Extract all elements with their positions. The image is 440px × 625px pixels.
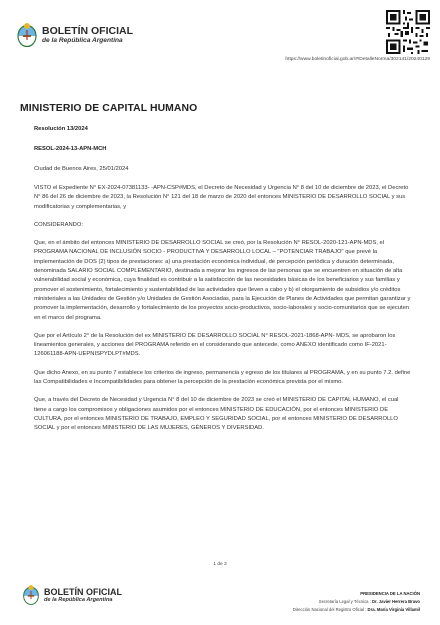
page-number: 1 de 3	[213, 562, 227, 567]
resolution-code: RESOL-2024-13-APN-MCH	[34, 146, 107, 152]
document-url[interactable]: https://www.boletinoficial.gob.ar/#!DetalleNorma/302141/20240129	[285, 57, 430, 62]
credit-line-1: Secretaría Legal y Técnica : Dr. Javier Herrera Bravo	[318, 599, 420, 604]
credit-label: Secretaría Legal y Técnica	[318, 599, 369, 604]
logo-title: BOLETÍN OFICIAL	[42, 24, 133, 37]
paragraph-considerando-heading: CONSIDERANDO:	[34, 221, 83, 228]
paragraph: Que por el Artículo 2° de la Resolución del ex MINISTERIO DE DESARROLLO SOCIAL N° RESOL-2021-1868-APN- MDS, se aprobaron los lineamientos generales, y acciones del PROGRAMA referido en el considerando que antecede, como ANEXO identificado como IF-2021-126061188-APN-UEPNISPYDLPT#MDS.	[34, 332, 396, 358]
footer-credits	[293, 590, 420, 614]
boletin-oficial-logo[interactable]	[16, 22, 133, 48]
footer-logo	[22, 584, 122, 606]
paragraph: Que, a través del Decreto de Necesidad y Urgencia N° 8 del 10 de diciembre de 2023 se creó el MINISTERIO DE CAPITAL HUMANO, el cual tiene a cargo los compromisos y obligaciones asumidos por el entonces MINISTERIO DE EDUCACIÓN, por el entonces MINISTERIO DE CULTURA, por el entonces MINISTERIO DE TRABAJO, EMPLEO Y SEGURIDAD SOCIAL, por el entonces MINISTERIO DE DESARROLLO SOCIAL y por el entonces MINISTERIO DE LAS MUJERES, GÉNEROS Y DIVERSIDAD.	[34, 397, 399, 432]
resolution-number: Resolución 13/2024	[34, 126, 88, 132]
place-date: Ciudad de Buenos Aires, 25/01/2024	[34, 166, 129, 172]
page-footer	[0, 580, 440, 625]
ministry-title: MINISTERIO DE CAPITAL HUMANO	[20, 103, 198, 114]
paragraph: Que dicho Anexo, en su punto 7 establece los criterios de ingreso, permanencia y egreso de los titulares al PROGRAMA, y en su punto 7.2. define las Compatibilidades e Incompatibilidades para obtener la percepción de la prestación económica prevista por el mismo.	[34, 369, 411, 386]
presidency-label: PRESIDENCIA DE LA NACIÓN	[360, 591, 420, 596]
document-body	[34, 184, 412, 443]
paragraph: Que, en el ámbito del entonces MINISTERIO DE DESARROLLO SOCIAL se creó, por la Resolución N° RESOL-2020-121-APN-MDS, el PROGRAMA NACIONAL DE INCLUSIÓN SOCIO - PRODUCTIVA Y DESARROLLO LOCAL – "POTENCIAR TRABAJO" que prevé la implementación de DOS (2) tipos de prestaciones: a) una prestación económica individual, de percepción periódica y duración determinada, denominada SALARIO SOCIAL COMPLEMENTARIO, destinada a mejorar los ingresos de las personas que se encuentren en situación de alta vulnerabilidad social y económica, cuya finalidad es contribuir a la satisfacción de las necesidades básicas de los beneficiarios y sus familias y promover el sostenimiento, fortalecimiento y sustentabilidad de las actividades que lleven a cabo y b) el otorgamiento de subsidios y/o créditos ministeriales a las Unidades de Gestión y/o Unidades de Gestión Asociadas, para la Ejecución de Planes de Actividades que permitan garantizar y promover la implementación, desarrollo y fortalecimiento de los proyectos socio-productivos, socio-laborales y socio-comunitarios que se ejecuten en el marco del programa.	[34, 240, 411, 321]
argentina-seal-icon	[22, 584, 40, 606]
credit-label: Dirección Nacional del Registro Oficial	[292, 607, 365, 612]
footer-logo-title: BOLETÍN OFICIAL	[44, 586, 122, 597]
paragraph-visto: VISTO el Expediente N° EX-2024-07381133- -APN-CSP#MDS, el Decreto de Necesidad y Urgencia N° 8 del 10 de diciembre de 2023, el Decreto N° 86 del 26 de diciembre de 2023, la Resolución N° 121 del 18 de marzo de 2020 del entonces MINISTERIO DE DESARROLLO SOCIAL y sus modificatorias y complementarias, y	[34, 185, 409, 210]
logo-subtitle: de la República Argentina	[42, 36, 123, 44]
qr-code-icon	[386, 10, 430, 54]
argentina-seal-icon	[16, 22, 38, 48]
credit-line-2: Dirección Nacional del Registro Oficial : Dra. María Virginia Villamil	[292, 607, 420, 612]
credit-name: Dra. María Virginia Villamil	[367, 607, 420, 612]
page-header	[0, 0, 440, 72]
credit-name: Dr. Javier Herrera Bravo	[372, 599, 420, 604]
footer-logo-subtitle: de la República Argentina	[44, 596, 113, 603]
